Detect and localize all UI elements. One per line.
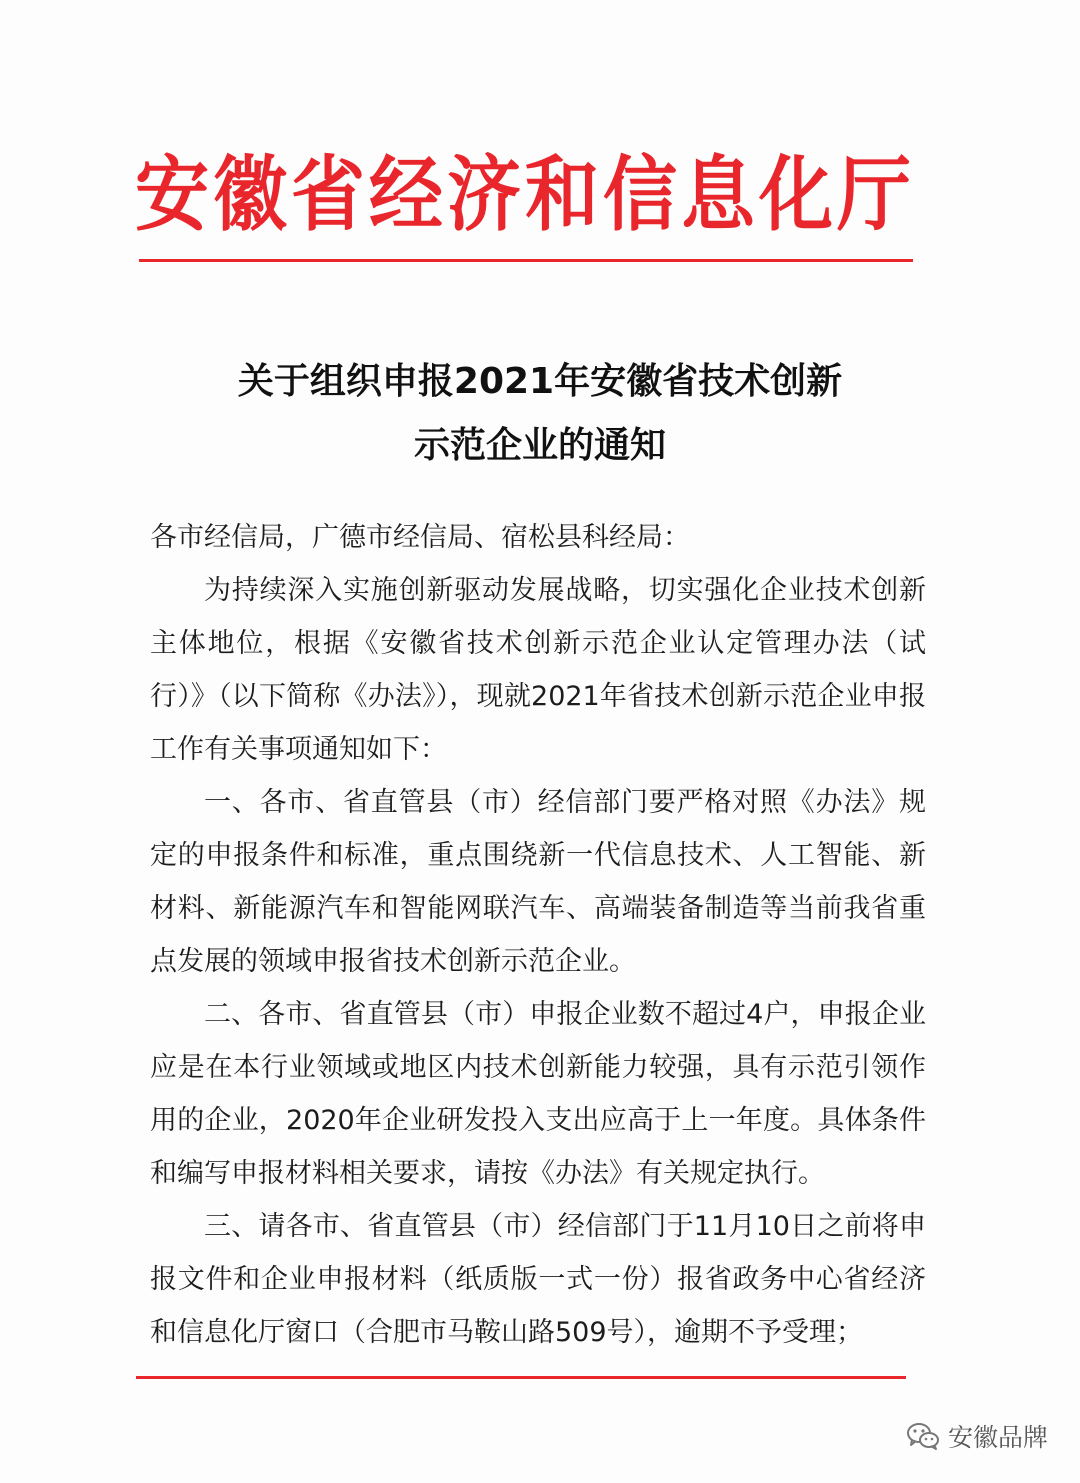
wechat-account-watermark (906, 1416, 1048, 1456)
notice-title-line-2: 示范企业的通知 (413, 425, 666, 466)
item-1-paragraph: 一、各市、省直管县（市）经信部门要严格对照《办法》规定的申报条件和标准，重点围绕新一代信息技术、人工智能、新材料、新能源汽车和智能网联汽车、高端装备制造等当前我省重点发展的领域申报省技术创新示范企业。 (150, 787, 926, 977)
item-2-paragraph: 二、各市、省直管县（市）申报企业数不超过4户，申报企业应是在本行业领域或地区内技术创新能力较强，具有示范引领作用的企业，2020年企业研发投入支出应高于上一年度。具体条件和编写申报材料相关要求，请按《办法》有关规定执行。 (150, 999, 926, 1189)
header-red-rule (139, 259, 913, 262)
notice-title-line-1: 关于组织申报2021年安徽省技术创新 (237, 361, 843, 402)
issuing-organization-header: 安徽省经济和信息化厅 (135, 147, 915, 243)
notice-body (150, 511, 926, 1359)
intro-paragraph: 为持续深入实施创新驱动发展战略，切实强化企业技术创新主体地位，根据《安徽省技术创新示范企业认定管理办法（试行）》（以下简称《办法》），现就2021年省技术创新示范企业申报工作有关事项通知如下： (150, 575, 926, 765)
notice-title (120, 350, 960, 478)
watermark-text: 安徽品牌 (947, 1423, 1048, 1452)
footer-red-rule (136, 1376, 906, 1379)
wechat-icon (906, 1421, 940, 1451)
salutation: 各市经信局，广德市经信局、宿松县科经局： (150, 522, 690, 553)
item-3-paragraph: 三、请各市、省直管县（市）经信部门于11月10日之前将申报文件和企业申报材料（纸质版一式一份）报省政务中心省经济和信息化厅窗口（合肥市马鞍山路509号），逾期不予受理； (150, 1211, 926, 1348)
